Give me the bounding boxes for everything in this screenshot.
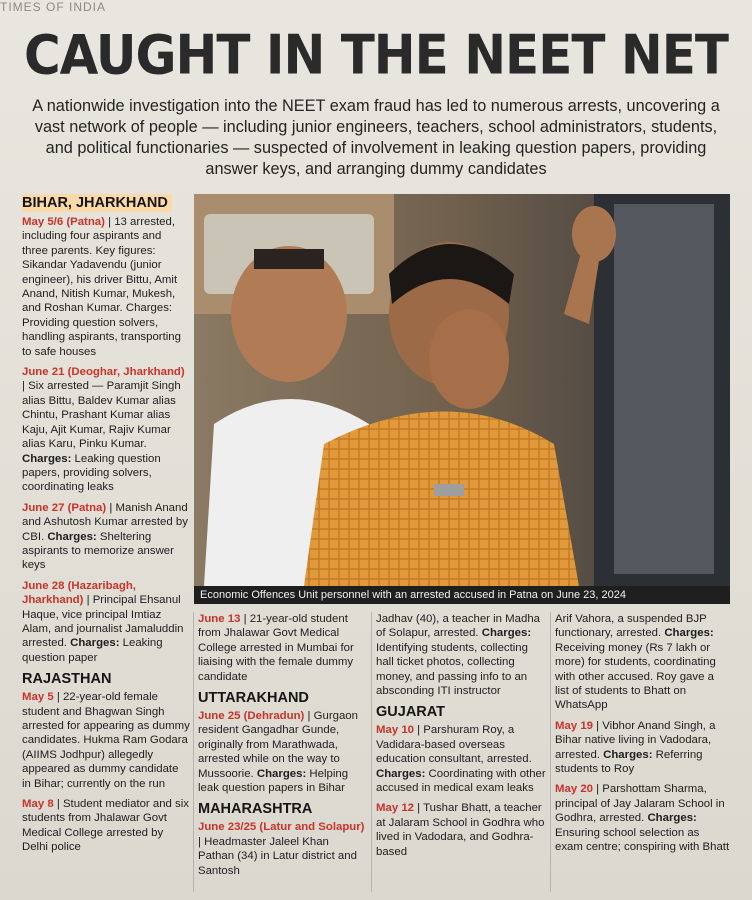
charges-label: Charges: — [603, 748, 653, 761]
column-1 — [22, 192, 190, 861]
entry-date: June 28 (Hazaribagh, Jharkhand) — [22, 579, 136, 607]
entry-june-28 — [22, 579, 190, 665]
entry-date: May 20 — [555, 783, 593, 796]
photo-caption: Economic Offences Unit personnel with an arrested accused in Patna on June 23, 2024 — [194, 586, 730, 604]
entry-text: | Six arrested — Paramjit Singh alias Bittu, Baldev Kumar alias Chintu, Prashant Kumar alias Kaju, Ajit Kumar, Rajiv Kumar alias Karu, Pinku Kumar. — [22, 380, 181, 451]
entry-continued — [376, 612, 546, 698]
deck-text: A nationwide investigation into the NEET exam fraud has led to numerous arrests, uncovering a vast network of people — including junior engineers, teachers, school administrators, students, and political functionaries — suspected of involvement in leaking question papers, providing answer keys, and arranging dummy candidates — [32, 97, 720, 178]
charges-label: Charges: — [47, 530, 97, 543]
column-divider — [193, 612, 194, 892]
entry-may-5-patna — [22, 215, 190, 359]
entry-may-10 — [376, 723, 546, 795]
entry-may-5 — [22, 690, 190, 791]
entry-date: May 12 — [376, 802, 414, 815]
charges-label: Charges: — [70, 637, 120, 650]
charges-text: Receiving money (Rs 7 lakh or more) for students, coordinating with other accused. Roy gave a list of students to Bhatt on WhatsApp — [555, 641, 716, 712]
charges-label: Charges: — [376, 767, 426, 780]
entry-date: May 5/6 (Patna) — [22, 216, 105, 228]
masthead-fragment: TIMES OF INDIA — [0, 0, 107, 14]
charges-text: Ensuring school selection as exam centre; conspiring with Bhatt — [555, 826, 730, 854]
column-3 — [376, 612, 546, 865]
entry-june-23-25 — [198, 820, 366, 878]
entry-text: | 21-year-old student from Jhalawar Govt Medical College arrested in Mumbai for liaising with the female dummy candidate — [198, 613, 354, 683]
charges-text: Leaking question paper — [22, 637, 163, 664]
entry-continued — [555, 612, 730, 713]
column-2 — [198, 612, 366, 884]
entry-date: June 27 (Patna) — [22, 501, 107, 514]
region-heading-rajasthan: RAJASTHAN — [22, 671, 112, 688]
charges-text: Helping leak question papers in Bihar — [198, 767, 349, 795]
charges-label: Charges: — [647, 812, 697, 825]
entry-date: May 8 — [22, 798, 54, 811]
entry-date: May 10 — [376, 724, 414, 737]
entry-date: June 25 (Dehradun) — [198, 710, 305, 723]
entry-text: | Manish Anand and Ashutosh Kumar arrested by CBI. — [22, 501, 188, 543]
entry-date: June 23/25 (Latur and Solapur) — [198, 821, 365, 834]
column-4 — [555, 612, 730, 861]
charges-label: Charges: — [664, 627, 714, 640]
entry-text: | Headmaster Jaleel Khan Pathan (34) in Latur district and Santosh — [198, 835, 357, 877]
column-divider — [371, 612, 372, 892]
entry-text: | 22-year-old female student and Bhagwan Singh arrested for appearing as dummy candidates. Hukma Ram Godara (AIIMS Jodhpur) allegedly appeared as dummy candidate in Bihar; currently on the run — [22, 691, 190, 790]
entry-text: | Vibhor Anand Singh, a Bihar native living in Vadodara, arrested. — [555, 719, 716, 761]
entry-may-12 — [376, 801, 546, 859]
entry-may-19 — [555, 719, 730, 777]
entry-june-21 — [22, 365, 190, 495]
entry-may-8 — [22, 797, 190, 855]
entry-text: | Parshottam Sharma, principal of Jay Jalaram School in Godhra, arrested. — [555, 783, 725, 825]
entry-text: Jadhav (40), a teacher in Madha of Solapur, arrested. — [376, 613, 540, 640]
headline: CAUGHT IN THE NEET NET — [23, 23, 728, 87]
entry-may-20 — [555, 782, 730, 854]
region-heading-uttarakhand: UTTARAKHAND — [198, 690, 309, 707]
region-heading-maharashtra: MAHARASHTRA — [198, 801, 313, 818]
entry-text: | Gurgaon resident Gangadhar Gunde, originally from Marathwada, arrested while on the way to Mussoorie. — [198, 710, 358, 780]
entry-june-13 — [198, 612, 366, 684]
entry-text: | Parshuram Roy, a Vadidara-based overseas education consultant, arrested. — [376, 724, 532, 766]
entry-date: May 5 — [22, 691, 54, 704]
charges-text: Identifying students, collecting hall ticket photos, collecting money, and passing info to an absconding ITI instructor — [376, 641, 528, 698]
region-heading-bihar: BIHAR, JHARKHAND — [22, 194, 172, 212]
entry-june-27 — [22, 501, 190, 573]
entry-text: | Principal Ehsanul Haque, vice principal Imtiaz Alam, and journalist Jamaluddin arrested. — [22, 594, 184, 650]
column-divider — [550, 612, 551, 892]
entry-date: May 19 — [555, 719, 593, 732]
photo-illustration — [194, 194, 730, 586]
news-photo — [194, 194, 730, 586]
charges-label: Charges: — [256, 767, 307, 780]
entry-text: Arif Vahora, a suspended BJP functionary, arrested. — [555, 613, 707, 640]
entry-date: June 21 (Deoghar, Jharkhand) — [22, 366, 185, 379]
entry-june-25 — [198, 709, 366, 795]
entry-text: | Tushar Bhatt, a teacher at Jalaram School in Godhra who lived in Vadodara, and Godhra-based — [376, 802, 545, 858]
entry-date: June 13 — [198, 613, 241, 625]
charges-text: Leaking question papers, providing solvers, coordinating leaks — [22, 452, 161, 494]
entry-text: | 13 arrested, including four aspirants and three parents. Key figures: Sikandar Yadavendu (junior engineer), his driver Bittu, Amit Anand, Nitish Kumar, Mukesh, and Roshan Kumar. Charges: Providing question solvers, handling aspirants, transporting to safe houses — [22, 216, 181, 358]
charges-text: Sheltering aspirants to memorize answer keys — [22, 530, 174, 572]
region-heading-gujarat: GUJARAT — [376, 704, 446, 721]
charges-text: Referring students to Roy — [555, 748, 703, 776]
charges-text: Coordinating with other accused in medical exam leaks — [376, 767, 546, 795]
entry-text: | Student mediator and six students from Jhalawar Govt Medical College arrested by Delhi police — [22, 798, 189, 854]
charges-label: Charges: — [481, 627, 532, 640]
charges-label: Charges: — [22, 452, 72, 465]
